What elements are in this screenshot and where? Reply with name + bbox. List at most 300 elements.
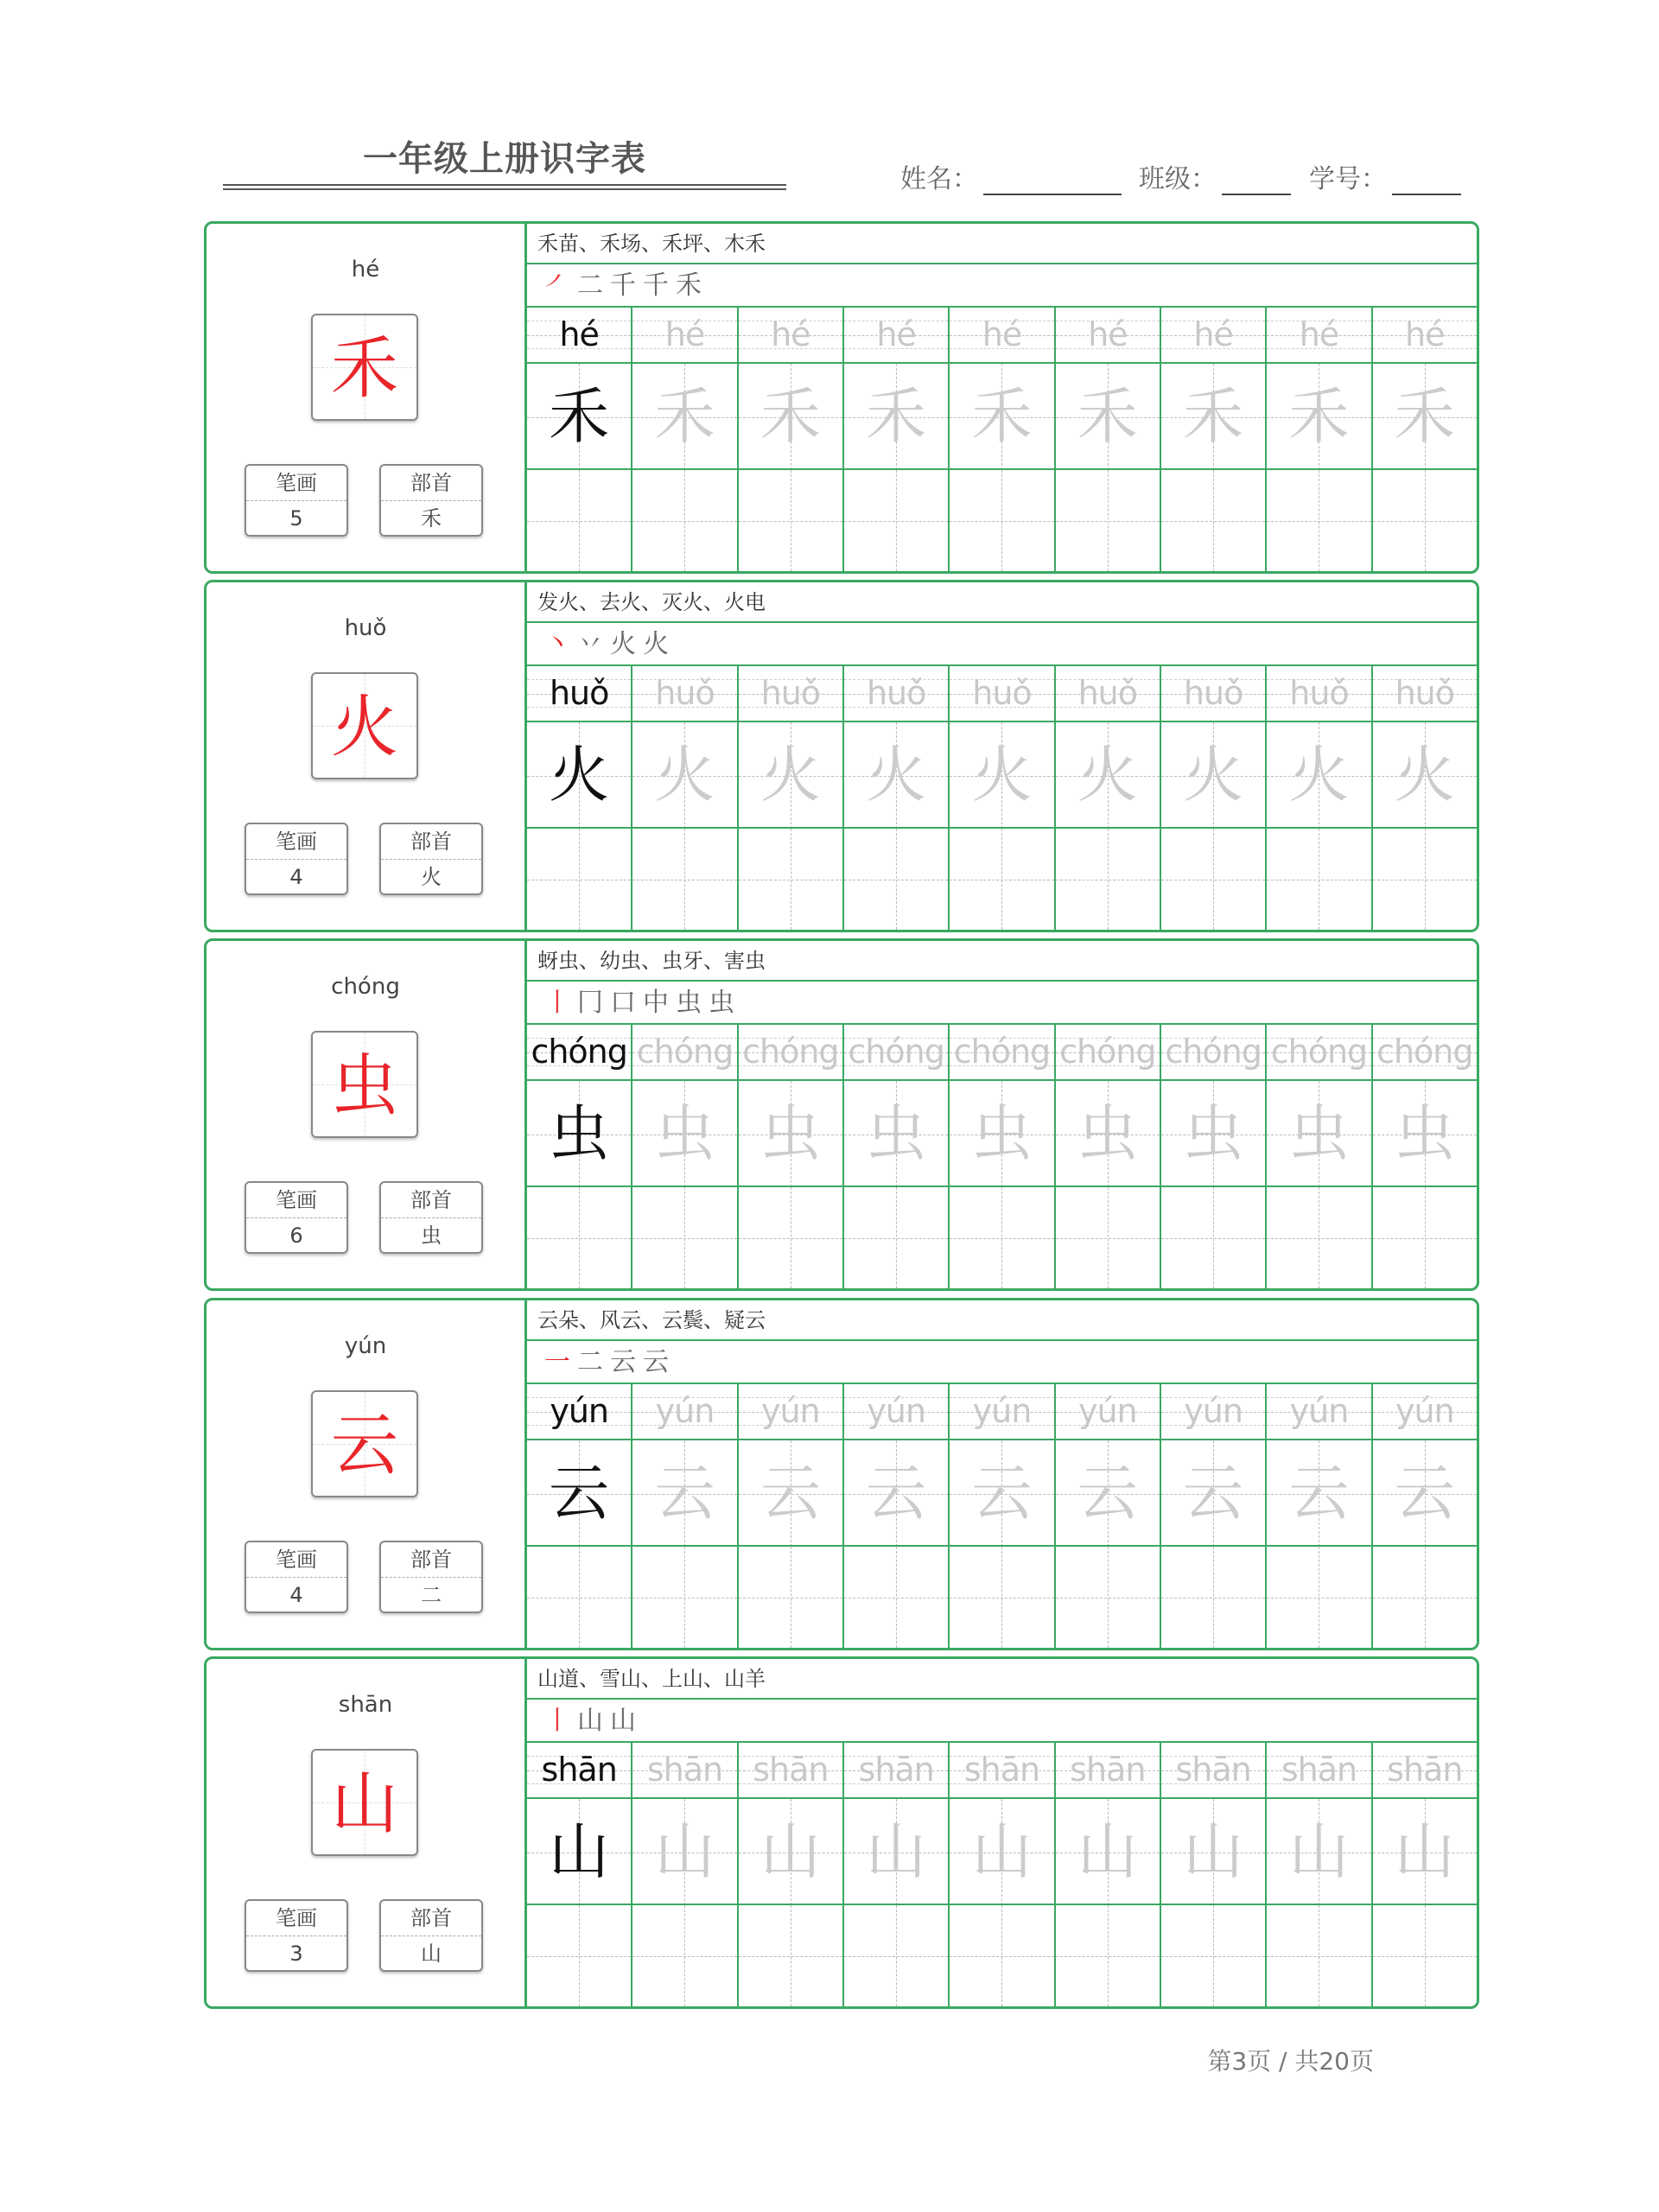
radical-label: 部首 xyxy=(381,1542,481,1578)
stroke-order xyxy=(527,623,1477,666)
pinyin-cell[interactable] xyxy=(1054,1743,1160,1797)
pinyin-trace: chóng xyxy=(848,1033,944,1071)
blank-practice-cell[interactable] xyxy=(1160,1905,1265,2006)
pinyin-cell[interactable] xyxy=(527,1743,631,1797)
pinyin-trace: hé xyxy=(982,315,1022,353)
pinyin-cell[interactable] xyxy=(737,1384,842,1439)
character-info-panel xyxy=(207,1659,527,2006)
pinyin-row xyxy=(527,666,1477,721)
blank-practice-cell[interactable] xyxy=(737,829,842,930)
class-blank[interactable] xyxy=(1222,164,1291,195)
pinyin-row xyxy=(527,308,1477,362)
tian-grid-cell[interactable] xyxy=(1265,1799,1370,1905)
stroke-step: 虫 xyxy=(676,988,709,1018)
radical-box xyxy=(379,823,483,895)
pinyin-trace: huǒ xyxy=(866,674,926,712)
tracing-row xyxy=(527,1079,1477,1187)
char-trace: 虫 xyxy=(1183,1098,1244,1169)
pinyin-cell[interactable] xyxy=(527,1384,631,1439)
char-trace: 山 xyxy=(760,1816,821,1887)
example-words: 云朵、风云、云鬓、疑云 xyxy=(527,1300,1477,1341)
pinyin-trace: hé xyxy=(771,315,810,353)
tian-grid-cell[interactable] xyxy=(737,1440,842,1547)
pinyin-cell[interactable] xyxy=(1160,1384,1265,1439)
tian-grid-cell[interactable] xyxy=(1054,1799,1160,1905)
blank-practice-cell[interactable] xyxy=(842,829,948,930)
stroke-count-value: 3 xyxy=(289,1942,303,1966)
pinyin-trace: huǒ xyxy=(1077,674,1138,712)
tian-grid-cell[interactable] xyxy=(842,722,948,829)
blank-practice-cell[interactable] xyxy=(1054,1547,1160,1648)
tian-grid-cell[interactable] xyxy=(842,1081,948,1187)
pinyin-cell[interactable] xyxy=(1265,666,1370,721)
pinyin-trace: shān xyxy=(753,1751,829,1789)
pinyin-trace: hé xyxy=(1405,315,1445,353)
tian-grid-cell[interactable] xyxy=(1160,1440,1265,1547)
writing-row xyxy=(527,1904,1477,2006)
pinyin-cell[interactable] xyxy=(631,308,736,362)
tian-grid-cell[interactable] xyxy=(527,364,631,470)
pinyin-cell[interactable] xyxy=(737,1025,842,1079)
character-display-box xyxy=(311,1749,418,1856)
char-trace: 火 xyxy=(1183,740,1244,810)
name-field xyxy=(900,157,1122,195)
blank-practice-cell[interactable] xyxy=(527,1547,631,1648)
pinyin-trace: yún xyxy=(760,1392,820,1430)
pinyin-trace: huǒ xyxy=(1395,674,1454,712)
tian-grid-cell[interactable] xyxy=(1265,722,1370,829)
character-card xyxy=(204,221,1479,574)
pinyin-trace: chóng xyxy=(1270,1033,1368,1071)
pinyin-cell[interactable] xyxy=(1160,308,1265,362)
char-trace: 云 xyxy=(866,1458,927,1529)
name-label: 姓名： xyxy=(900,164,978,194)
tian-grid-cell[interactable] xyxy=(1160,722,1265,829)
pinyin-trace: yún xyxy=(972,1392,1032,1430)
char-trace: 虫 xyxy=(971,1098,1033,1169)
pinyin-cell[interactable] xyxy=(737,308,842,362)
name-blank[interactable] xyxy=(983,164,1122,195)
class-label: 班级： xyxy=(1139,164,1217,194)
blank-practice-cell[interactable] xyxy=(948,1547,1053,1648)
stroke-count-value: 5 xyxy=(289,506,303,531)
character-card xyxy=(204,938,1479,1291)
pinyin-cell[interactable] xyxy=(631,1384,736,1439)
char-trace: 云 xyxy=(1183,1458,1244,1529)
character-info-panel xyxy=(207,1300,527,1648)
blank-practice-cell[interactable] xyxy=(1054,829,1160,930)
pinyin-trace: hé xyxy=(1299,315,1339,353)
pinyin-cell[interactable] xyxy=(1371,1384,1477,1439)
pinyin-cell[interactable] xyxy=(842,1025,948,1079)
tian-grid-cell[interactable] xyxy=(737,364,842,470)
pinyin-row xyxy=(527,1384,1477,1439)
student-id-label: 学号： xyxy=(1309,164,1387,194)
radical-box xyxy=(379,1541,483,1613)
pinyin-cell[interactable] xyxy=(1054,308,1160,362)
pinyin-cell[interactable] xyxy=(1371,308,1477,362)
practice-area xyxy=(527,224,1477,571)
stroke-step: 火 xyxy=(643,629,676,659)
stroke-count-label: 笔画 xyxy=(246,1183,346,1218)
character-pinyin: huǒ xyxy=(344,615,387,641)
tian-grid-cell[interactable] xyxy=(1371,1081,1477,1187)
pinyin-trace: shān xyxy=(1175,1751,1251,1789)
char-trace: 火 xyxy=(1394,740,1455,810)
tian-grid-cell[interactable] xyxy=(948,1081,1053,1187)
blank-practice-cell[interactable] xyxy=(631,829,736,930)
radical-value: 火 xyxy=(421,865,442,889)
radical-box xyxy=(379,1899,483,1972)
stroke-step: 冂 xyxy=(577,988,610,1018)
pinyin-cell[interactable] xyxy=(631,666,736,721)
tian-grid-cell[interactable] xyxy=(1265,1440,1370,1547)
blank-practice-cell[interactable] xyxy=(527,1905,631,2006)
pinyin-cell[interactable] xyxy=(1054,1025,1160,1079)
example-words: 发火、去火、灭火、火电 xyxy=(527,582,1477,623)
char-trace: 山 xyxy=(549,1816,610,1887)
character-display-box xyxy=(311,314,418,421)
blank-practice-cell[interactable] xyxy=(1265,1905,1370,2006)
stroke-count-box xyxy=(245,1899,348,1972)
blank-practice-cell[interactable] xyxy=(1371,1905,1477,2006)
stroke-step: 云 xyxy=(610,1347,643,1377)
pinyin-cell[interactable] xyxy=(737,666,842,721)
blank-practice-cell[interactable] xyxy=(737,1187,842,1288)
char-trace: 云 xyxy=(549,1458,610,1529)
char-trace: 虫 xyxy=(1394,1098,1455,1169)
radical-value: 虫 xyxy=(421,1224,442,1248)
tian-grid-cell[interactable] xyxy=(631,722,736,829)
practice-grid xyxy=(527,308,1477,571)
pinyin-cell[interactable] xyxy=(1265,1025,1370,1079)
blank-practice-cell[interactable] xyxy=(948,470,1053,571)
stroke-count-box xyxy=(245,464,348,537)
tian-grid-cell[interactable] xyxy=(1160,364,1265,470)
tian-grid-cell[interactable] xyxy=(1371,1799,1477,1905)
blank-practice-cell[interactable] xyxy=(1160,470,1265,571)
tian-grid-cell[interactable] xyxy=(948,364,1053,470)
tian-grid-cell[interactable] xyxy=(527,1440,631,1547)
pinyin-trace: yún xyxy=(1077,1392,1137,1430)
tian-grid-cell[interactable] xyxy=(527,1081,631,1187)
char-trace: 山 xyxy=(1183,1816,1244,1887)
pinyin-trace: chóng xyxy=(1376,1033,1473,1071)
character-card xyxy=(204,580,1479,932)
pinyin-cell[interactable] xyxy=(1054,666,1160,721)
pinyin-cell[interactable] xyxy=(842,666,948,721)
stroke-order xyxy=(527,982,1477,1025)
char-trace: 山 xyxy=(1288,1816,1350,1887)
blank-practice-cell[interactable] xyxy=(737,1547,842,1648)
blank-practice-cell[interactable] xyxy=(631,1905,736,2006)
practice-area xyxy=(527,1300,1477,1648)
pinyin-cell[interactable] xyxy=(1371,1743,1477,1797)
char-trace: 云 xyxy=(1288,1458,1350,1529)
pinyin-trace: huǒ xyxy=(760,674,821,712)
char-trace: 云 xyxy=(654,1458,715,1529)
blank-practice-cell[interactable] xyxy=(1371,470,1477,571)
pinyin-cell[interactable] xyxy=(527,1025,631,1079)
char-trace: 禾 xyxy=(654,381,715,452)
character-info-panel xyxy=(207,224,527,571)
blank-practice-cell[interactable] xyxy=(1054,1187,1160,1288)
character-glyph: 虫 xyxy=(330,1047,398,1125)
pinyin-trace: hé xyxy=(559,315,599,353)
stroke-step: 虫 xyxy=(709,988,741,1018)
blank-practice-cell[interactable] xyxy=(842,470,948,571)
radical-value: 二 xyxy=(421,1583,442,1607)
blank-practice-cell[interactable] xyxy=(948,1187,1053,1288)
blank-practice-cell[interactable] xyxy=(1054,1905,1160,2006)
pinyin-trace: shān xyxy=(541,1751,617,1789)
tian-grid-cell[interactable] xyxy=(1054,722,1160,829)
char-trace: 禾 xyxy=(866,381,927,452)
tian-grid-cell[interactable] xyxy=(1160,1081,1265,1187)
practice-area xyxy=(527,941,1477,1288)
pinyin-cell[interactable] xyxy=(1265,308,1370,362)
character-glyph: 山 xyxy=(330,1765,398,1843)
pinyin-cell[interactable] xyxy=(631,1743,736,1797)
blank-practice-cell[interactable] xyxy=(842,1905,948,2006)
character-pinyin: hé xyxy=(351,257,380,283)
blank-practice-cell[interactable] xyxy=(1160,1547,1265,1648)
character-card xyxy=(204,1656,1479,2009)
pinyin-cell[interactable] xyxy=(948,308,1053,362)
blank-practice-cell[interactable] xyxy=(527,1187,631,1288)
stroke-order xyxy=(527,1341,1477,1384)
char-trace: 虫 xyxy=(866,1098,927,1169)
character-display-box xyxy=(311,1390,418,1497)
pinyin-cell[interactable] xyxy=(1371,666,1477,721)
char-trace: 禾 xyxy=(1077,381,1138,452)
practice-area xyxy=(527,1659,1477,2006)
pinyin-row xyxy=(527,1743,1477,1797)
blank-practice-cell[interactable] xyxy=(631,1187,736,1288)
pinyin-trace: chóng xyxy=(742,1033,839,1071)
tian-grid-cell[interactable] xyxy=(1371,722,1477,829)
blank-practice-cell[interactable] xyxy=(1265,1547,1370,1648)
stroke-step: 口 xyxy=(610,988,643,1018)
radical-value: 山 xyxy=(421,1942,442,1966)
char-trace: 虫 xyxy=(760,1098,821,1169)
tian-grid-cell[interactable] xyxy=(527,722,631,829)
character-glyph: 火 xyxy=(330,689,398,766)
blank-practice-cell[interactable] xyxy=(1265,1187,1370,1288)
practice-grid xyxy=(527,1743,1477,2006)
stroke-step: ㇒ xyxy=(544,270,577,301)
blank-practice-cell[interactable] xyxy=(631,1547,736,1648)
stroke-step: 丨 xyxy=(544,988,577,1018)
example-words: 蚜虫、幼虫、虫牙、害虫 xyxy=(527,941,1477,982)
character-info-panel xyxy=(207,582,527,930)
tian-grid-cell[interactable] xyxy=(1265,364,1370,470)
stroke-step: 二 xyxy=(577,1347,610,1377)
pinyin-trace: huǒ xyxy=(1289,674,1349,712)
pinyin-cell[interactable] xyxy=(842,1384,948,1439)
blank-practice-cell[interactable] xyxy=(1265,829,1370,930)
tian-grid-cell[interactable] xyxy=(842,1799,948,1905)
blank-practice-cell[interactable] xyxy=(1054,470,1160,571)
practice-grid xyxy=(527,1384,1477,1648)
example-words: 山道、雪山、上山、山羊 xyxy=(527,1659,1477,1700)
char-trace: 山 xyxy=(654,1816,715,1887)
stroke-count-box xyxy=(245,1541,348,1613)
char-trace: 山 xyxy=(866,1816,927,1887)
stroke-count-label: 笔画 xyxy=(246,1542,346,1578)
pinyin-trace: huǒ xyxy=(972,674,1032,712)
char-trace: 火 xyxy=(760,740,821,810)
tian-grid-cell[interactable] xyxy=(1054,1081,1160,1187)
pinyin-trace: huǒ xyxy=(1183,674,1243,712)
page-number: 第3页 / 共20页 xyxy=(1207,2047,1374,2075)
radical-box xyxy=(379,1181,483,1254)
blank-practice-cell[interactable] xyxy=(948,1905,1053,2006)
tian-grid-cell[interactable] xyxy=(948,1440,1053,1547)
practice-area xyxy=(527,582,1477,930)
char-trace: 云 xyxy=(760,1458,821,1529)
char-trace: 火 xyxy=(654,740,715,810)
stroke-step: 一 xyxy=(544,1347,577,1377)
tian-grid-cell[interactable] xyxy=(737,722,842,829)
stroke-count-box xyxy=(245,823,348,895)
tian-grid-cell[interactable] xyxy=(631,364,736,470)
tracing-row xyxy=(527,721,1477,829)
pinyin-cell[interactable] xyxy=(1160,1025,1265,1079)
pinyin-cell[interactable] xyxy=(527,666,631,721)
stroke-count-value: 4 xyxy=(289,865,303,889)
char-trace: 虫 xyxy=(654,1098,715,1169)
tian-grid-cell[interactable] xyxy=(737,1799,842,1905)
pinyin-cell[interactable] xyxy=(1054,1384,1160,1439)
pinyin-trace: huǒ xyxy=(549,674,609,712)
char-trace: 云 xyxy=(1077,1458,1138,1529)
char-trace: 禾 xyxy=(971,381,1033,452)
character-glyph: 禾 xyxy=(330,330,398,408)
character-pinyin: yún xyxy=(344,1333,387,1359)
pinyin-cell[interactable] xyxy=(1265,1384,1370,1439)
tian-grid-cell[interactable] xyxy=(631,1799,736,1905)
blank-practice-cell[interactable] xyxy=(1160,829,1265,930)
char-trace: 虫 xyxy=(549,1098,610,1169)
pinyin-trace: shān xyxy=(1070,1751,1146,1789)
radical-label: 部首 xyxy=(381,824,481,860)
pinyin-cell[interactable] xyxy=(631,1025,736,1079)
pinyin-cell[interactable] xyxy=(948,1743,1053,1797)
pinyin-cell[interactable] xyxy=(1160,666,1265,721)
tian-grid-cell[interactable] xyxy=(948,1799,1053,1905)
pinyin-cell[interactable] xyxy=(948,1384,1053,1439)
practice-grid xyxy=(527,1025,1477,1288)
pinyin-trace: chóng xyxy=(636,1033,734,1071)
stroke-step: 丶 xyxy=(544,629,577,659)
pinyin-trace: shān xyxy=(1281,1751,1357,1789)
pinyin-trace: chóng xyxy=(1165,1033,1262,1071)
tian-grid-cell[interactable] xyxy=(1371,364,1477,470)
stroke-count-box xyxy=(245,1181,348,1254)
stroke-count-label: 笔画 xyxy=(246,1901,346,1936)
pinyin-cell[interactable] xyxy=(948,666,1053,721)
tian-grid-cell[interactable] xyxy=(1265,1081,1370,1187)
pinyin-trace: yún xyxy=(655,1392,715,1430)
char-trace: 云 xyxy=(971,1458,1033,1529)
pinyin-cell[interactable] xyxy=(842,308,948,362)
character-card xyxy=(204,1298,1479,1650)
tian-grid-cell[interactable] xyxy=(1054,364,1160,470)
char-trace: 火 xyxy=(1288,740,1350,810)
blank-practice-cell[interactable] xyxy=(1265,470,1370,571)
pinyin-cell[interactable] xyxy=(737,1743,842,1797)
blank-practice-cell[interactable] xyxy=(1160,1187,1265,1288)
blank-practice-cell[interactable] xyxy=(737,470,842,571)
pinyin-cell[interactable] xyxy=(1265,1743,1370,1797)
student-id-field xyxy=(1309,157,1461,195)
pinyin-trace: yún xyxy=(550,1392,608,1430)
blank-practice-cell[interactable] xyxy=(1371,1187,1477,1288)
writing-row xyxy=(527,468,1477,571)
char-trace: 火 xyxy=(866,740,927,810)
char-trace: 禾 xyxy=(1183,381,1244,452)
tian-grid-cell[interactable] xyxy=(1054,1440,1160,1547)
pinyin-trace: shān xyxy=(1387,1751,1463,1789)
pinyin-cell[interactable] xyxy=(527,308,631,362)
tian-grid-cell[interactable] xyxy=(1371,1440,1477,1547)
blank-practice-cell[interactable] xyxy=(737,1905,842,2006)
blank-practice-cell[interactable] xyxy=(948,829,1053,930)
char-trace: 禾 xyxy=(760,381,821,452)
title-underline xyxy=(223,184,786,190)
tian-grid-cell[interactable] xyxy=(1160,1799,1265,1905)
blank-practice-cell[interactable] xyxy=(527,470,631,571)
char-trace: 禾 xyxy=(1288,381,1350,452)
pinyin-cell[interactable] xyxy=(1160,1743,1265,1797)
stroke-order xyxy=(527,1700,1477,1743)
blank-practice-cell[interactable] xyxy=(842,1187,948,1288)
tian-grid-cell[interactable] xyxy=(842,364,948,470)
pinyin-trace: hé xyxy=(1193,315,1233,353)
blank-practice-cell[interactable] xyxy=(1371,1547,1477,1648)
writing-row xyxy=(527,827,1477,930)
blank-practice-cell[interactable] xyxy=(1371,829,1477,930)
tracing-row xyxy=(527,1439,1477,1547)
pinyin-trace: yún xyxy=(1184,1392,1243,1430)
radical-label: 部首 xyxy=(381,1183,481,1218)
char-trace: 禾 xyxy=(1394,381,1455,452)
tian-grid-cell[interactable] xyxy=(631,1440,736,1547)
pinyin-trace: yún xyxy=(1289,1392,1349,1430)
blank-practice-cell[interactable] xyxy=(631,470,736,571)
example-words: 禾苗、禾场、禾坪、木禾 xyxy=(527,224,1477,264)
pinyin-cell[interactable] xyxy=(948,1025,1053,1079)
pinyin-cell[interactable] xyxy=(842,1743,948,1797)
char-trace: 火 xyxy=(1077,740,1138,810)
blank-practice-cell[interactable] xyxy=(527,829,631,930)
char-trace: 山 xyxy=(971,1816,1033,1887)
tian-grid-cell[interactable] xyxy=(948,722,1053,829)
pinyin-cell[interactable] xyxy=(1371,1025,1477,1079)
stroke-step: 中 xyxy=(643,988,676,1018)
stroke-step: 丨 xyxy=(544,1706,577,1736)
writing-row xyxy=(527,1545,1477,1648)
blank-practice-cell[interactable] xyxy=(842,1547,948,1648)
tian-grid-cell[interactable] xyxy=(737,1081,842,1187)
student-id-blank[interactable] xyxy=(1392,164,1461,195)
tian-grid-cell[interactable] xyxy=(527,1799,631,1905)
tian-grid-cell[interactable] xyxy=(631,1081,736,1187)
character-pinyin: chóng xyxy=(331,974,400,1000)
tian-grid-cell[interactable] xyxy=(842,1440,948,1547)
char-trace: 禾 xyxy=(549,381,610,452)
